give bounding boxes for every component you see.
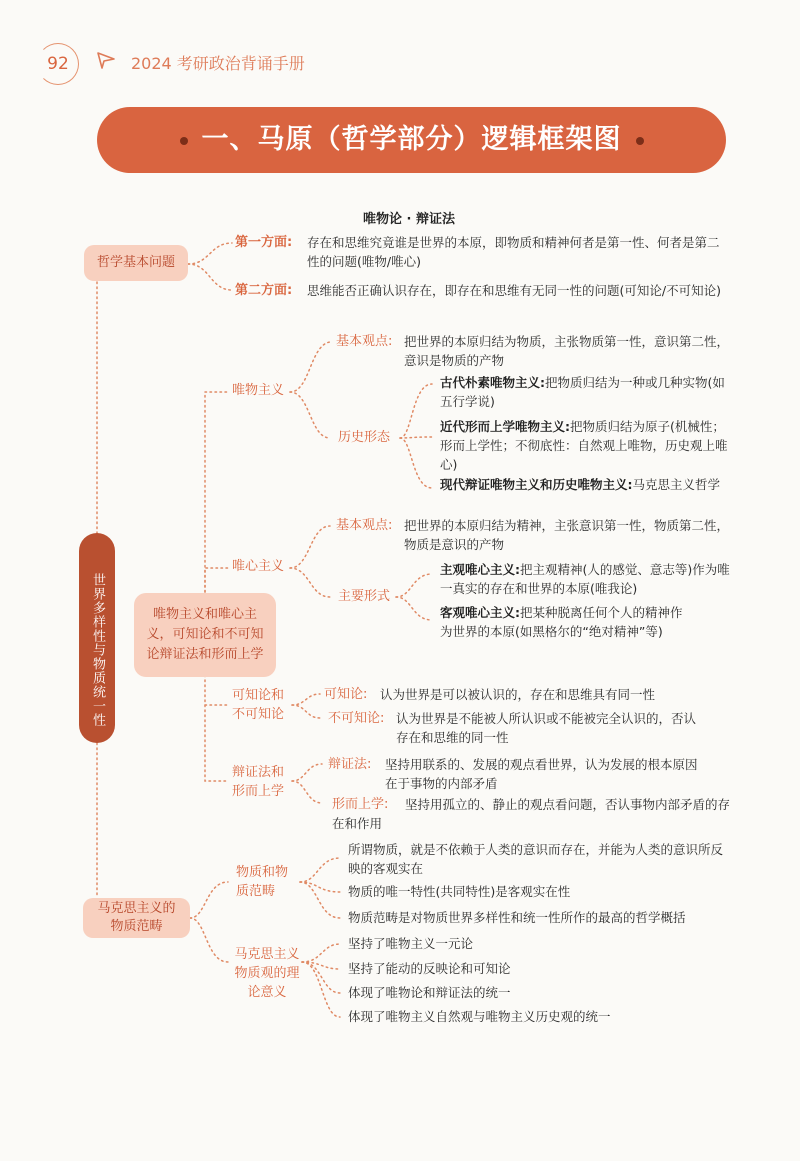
main-forms-label: 主要形式 [338,589,391,604]
history-item-2 [440,418,730,474]
history-item-2-title: 近代形而上学唯物主义: [440,419,570,434]
book-title: 2024 考研政治背诵手册 [131,54,305,73]
history-item-1 [440,374,730,412]
knowable-tag: 可知论: [324,687,368,702]
dialectics-text: 坚持用联系的、发展的观点看世界，认为发展的根本原因在于事物的内部矛盾 [385,757,698,791]
subheading: 唯物论 · 辩证法 [363,212,455,227]
paper-plane-icon [96,50,116,70]
metaphysics-tag: 形而上学: [332,797,389,812]
history-item-2-text: 把物质归结为原子(机械性；形而上学性；不彻底性：自然观上唯物，历史观上唯心) [440,419,728,472]
marxist-matter-box [83,898,190,938]
bullet-icon [180,137,188,145]
metaphysics-text: 坚持用孤立的、静止的观点看问题，否认事物内部矛盾的存在和作用 [332,797,731,831]
materialism-basic-text: 把世界的本原归结为物质，主张物质第一性，意识第二性，意识是物质的产物 [404,334,730,368]
title-banner [97,107,726,173]
materialism-basic-tag: 基本观点: [336,334,393,349]
significance-item-2: 坚持了能动的反映论和可知论 [348,961,511,976]
idealism-label: 唯心主义 [232,559,285,574]
dialectics-tag: 辩证法: [328,757,372,772]
knowability-label: 可知论和不可知论 [232,688,285,722]
world-unity-box: 世界多样性与物质统一性 [79,533,115,743]
aspect1-tag: 第一方面: [235,235,293,250]
history-item-1-text: 把物质归结为一种或几种实物(如五行学说) [440,375,725,409]
significance-item-1: 坚持了唯物主义一元论 [348,936,474,951]
center-box-text: 唯物主义和唯心主义，可知论和不可知论辩证法和形而上学 [146,606,264,663]
aspect2-tag: 第二方面: [235,283,293,298]
idealism-basic-text: 把世界的本原归结为精神，主张意识第一性，物质第二性，物质是意识的产物 [404,518,730,552]
history-item-3 [440,476,730,495]
form-item-2-text: 把某种脱离任何个人的精神作为世界的本原(如黑格尔的“绝对精神”等) [440,605,683,639]
aspect2-text: 思维能否正确认识存在，即存在和思维有无同一性的问题(可知论/不可知论) [307,283,721,298]
significance-label: 马克思主义物质观的理论意义 [234,947,300,1000]
significance-item-4: 体现了唯物主义自然观与唯物主义历史观的统一 [348,1009,611,1024]
idealism-basic-tag: 基本观点: [336,518,393,533]
history-form-label: 历史形态 [338,430,391,445]
matter-item-1: 所谓物质，就是不依赖于人类的意识而存在，并能为人类的意识所反映的客观实在 [348,842,724,876]
form-item-2-title: 客观唯心主义: [440,605,520,620]
materialism-label: 唯物主义 [232,383,285,398]
form-item-2 [440,604,690,642]
dialectics-label: 辩证法和形而上学 [232,765,285,799]
history-item-1-title: 古代朴素唯物主义: [440,375,545,390]
center-box [134,593,276,677]
unknowable-tag: 不可知论: [328,711,385,726]
aspect1-text: 存在和思维究竟谁是世界的本原，即物质和精神何者是第一性、何者是第二性的问题(唯物/唯心) [307,235,720,269]
marxist-matter-label: 马克思主义的物质范畴 [97,901,176,934]
matter-item-3: 物质范畴是对物质世界多样性和统一性所作的最高的哲学概括 [348,910,686,925]
form-item-1-text: 把主观精神(人的感觉、意志等)作为唯一真实的存在和世界的本原(唯我论) [440,562,730,596]
matter-category-label: 物质和物质范畴 [236,865,289,899]
knowable-text: 认为世界是可以被认识的，存在和思维具有同一性 [380,687,656,702]
form-item-1 [440,561,730,599]
matter-item-2: 物质的唯一特性(共同特性)是客观实在性 [348,884,571,899]
history-item-3-text: 马克思主义哲学 [632,477,721,492]
page-title: 一、马原（哲学部分）逻辑框架图 [201,124,622,155]
unknowable-text: 认为世界是不能被人所认识或不能被完全认识的，否认存在和思维的同一性 [396,711,697,745]
bullet-icon [636,137,644,145]
philosophy-question-box: 哲学基本问题 [84,245,188,281]
significance-item-3: 体现了唯物论和辩证法的统一 [348,985,511,1000]
form-item-1-title: 主观唯心主义: [440,562,520,577]
page-number: 92 [37,43,79,85]
history-item-3-title: 现代辩证唯物主义和历史唯物主义: [440,477,633,492]
